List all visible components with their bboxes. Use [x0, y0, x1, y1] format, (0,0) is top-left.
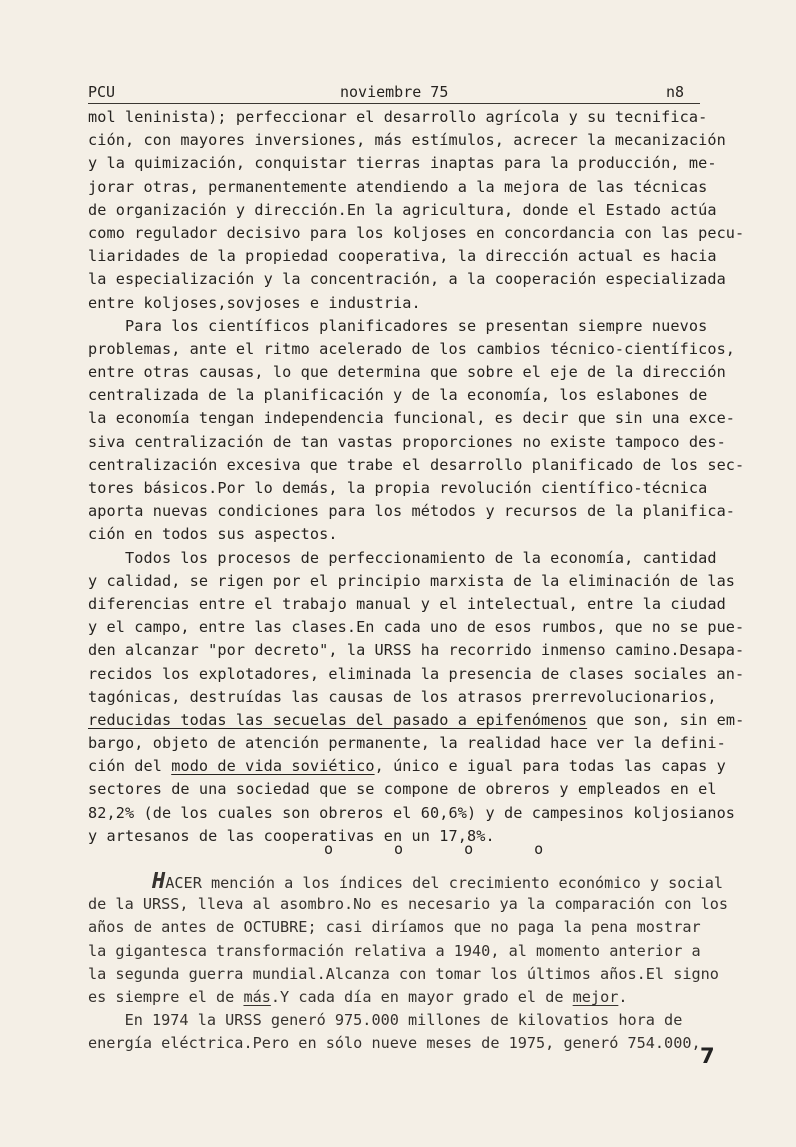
- paragraph-line: entre otras causas, lo que determina que sobre el eje de la dirección: [88, 363, 726, 382]
- paragraph-line: y artesanos de las cooperativas en un 17,8%.: [88, 826, 495, 845]
- header-rule: [88, 103, 700, 104]
- paragraph-planners: [88, 315, 756, 547]
- drop-cap: H: [152, 869, 166, 894]
- paragraph-line: jorar otras, permanentemente atendiendo a la mejora de las técnicas: [88, 177, 708, 196]
- paragraph-line: Para los científicos planificadores se presentan siempre nuevos: [88, 316, 708, 335]
- paragraph-line: y el campo, entre las clases.En cada uno de esos rumbos, que no se pue-: [88, 618, 745, 637]
- paragraph-line: [88, 709, 756, 732]
- main-text-continued: [88, 870, 756, 1056]
- paragraph-line: centralizada de la planificación y de la economía, los eslabones de: [88, 386, 708, 405]
- paragraph-line: ción en todos sus aspectos.: [88, 525, 338, 544]
- paragraph-line: de la URSS, lleva al asombro.No es necesario ya la comparación con los: [88, 895, 729, 914]
- header-date: noviembre 75: [340, 83, 449, 101]
- text-span: es siempre el de: [88, 987, 244, 1006]
- paragraph-line: centralización excesiva que trabe el desarrollo planificado de los sec-: [88, 455, 745, 474]
- paragraph-line: como regulador decisivo para los koljoses en concordancia con las pecu-: [88, 223, 745, 242]
- paragraph-line: mol leninista); perfeccionar el desarrollo agrícola y su tecnifica-: [88, 108, 708, 126]
- text-span: ción del: [88, 757, 172, 776]
- paragraph-line: de organización y dirección.En la agricultura, donde el Estado actúa: [88, 200, 717, 219]
- paragraph-line: energía eléctrica.Pero en sólo nueve meses de 1975, generó 754.000,: [88, 1034, 701, 1053]
- paragraph-line: la economía tengan independencia funcional, es decir que sin una exce-: [88, 409, 736, 428]
- paragraph-line: tores básicos.Por lo demás, la propia revolución científico-técnica: [88, 479, 708, 497]
- paragraph-line: ción, con mayores inversiones, más estímulos, acrecer la mecanización: [88, 131, 726, 150]
- paragraph-line: tagónicas, destruídas las causas de los atrasos prerrevolucionarios,: [88, 687, 717, 706]
- paragraph-line: la gigantesca transformación relativa a 1940, al momento anterior a: [88, 941, 701, 960]
- paragraph-line: la segunda guerra mundial.Alcanza con tomar los últimos años.El signo: [88, 964, 719, 983]
- paragraph-line: bargo, objeto de atención permanente, la realidad hace ver la defini-: [88, 734, 726, 753]
- header-issue-number: n8: [666, 83, 685, 101]
- paragraph-processes: [88, 547, 756, 709]
- paragraph-line: problemas, ante el ritmo acelerado de los cambios técnico-científicos,: [88, 339, 736, 358]
- paragraph-line: diferencias entre el trabajo manual y el intelectual, entre la ciudad: [88, 594, 726, 613]
- paragraph-line: [88, 755, 756, 778]
- paragraph-line: 82,2% (de los cuales son obreros el 60,6%) y de campesinos koljosianos: [88, 803, 736, 822]
- paragraph-line: aporta nuevas condiciones para los métodos y recursos de la planifica-: [88, 502, 736, 521]
- text-span: .: [618, 987, 628, 1006]
- underlined-phrase: reducidas todas las secuelas del pasado a epifenómenos: [88, 710, 588, 729]
- paragraph-line: sectores de una sociedad que se compone de obreros y empleados en el: [88, 780, 717, 799]
- paragraph-line: En 1974 la URSS generó 975.000 millones de kilovatios hora de: [88, 1011, 683, 1030]
- underlined-word: más: [243, 987, 271, 1006]
- paragraph-line: Todos los procesos de perfeccionamiento de la economía, cantidad: [88, 548, 717, 567]
- text-span: .Y cada día en mayor grado el de: [270, 987, 573, 1006]
- paragraph-line: [88, 870, 756, 893]
- paragraph-line: siva centralización de tan vastas proporciones no existe tampoco des-: [88, 432, 726, 451]
- paragraph-line: [88, 986, 756, 1009]
- paragraph-processes-tail: [88, 778, 756, 848]
- text-span: que son, sin em-: [587, 710, 745, 729]
- paragraph-growth-indices: [88, 893, 756, 986]
- paragraph-line: entre koljoses,sovjoses e industria.: [88, 293, 421, 312]
- text-span: ACER mención a los índices del crecimiento económico y social: [165, 874, 724, 892]
- paragraph-line: den alcanzar "por decreto", la URSS ha recorrido inmenso camino.Desapa-: [88, 641, 745, 660]
- paragraph-electricity: [88, 1009, 756, 1055]
- underlined-word: mejor: [572, 987, 619, 1006]
- paragraph-agriculture: [88, 106, 756, 315]
- paragraph-line: años de antes de OCTUBRE; casi diríamos que no paga la pena mostrar: [88, 918, 701, 937]
- paragraph-line: recidos los explotadores, eliminada la presencia de clases sociales an-: [88, 664, 745, 683]
- paragraph-line: la especialización y la concentración, a la cooperación especializada: [88, 270, 726, 289]
- section-separator: o o o o: [324, 840, 570, 858]
- paragraph-line: y la quimización, conquistar tierras inaptas para la producción, me-: [88, 154, 717, 173]
- paragraph-line: liaridades de la propiedad cooperativa, la dirección actual es hacia: [88, 247, 717, 266]
- main-text: [88, 106, 756, 848]
- header-organization: PCU: [88, 83, 116, 101]
- text-span: , único e igual para todas las capas y: [374, 757, 726, 776]
- paragraph-line: y calidad, se rigen por el principio marxista de la eliminación de las: [88, 571, 736, 590]
- page-number: 7: [700, 1044, 715, 1068]
- underlined-phrase: modo de vida soviético: [171, 757, 375, 776]
